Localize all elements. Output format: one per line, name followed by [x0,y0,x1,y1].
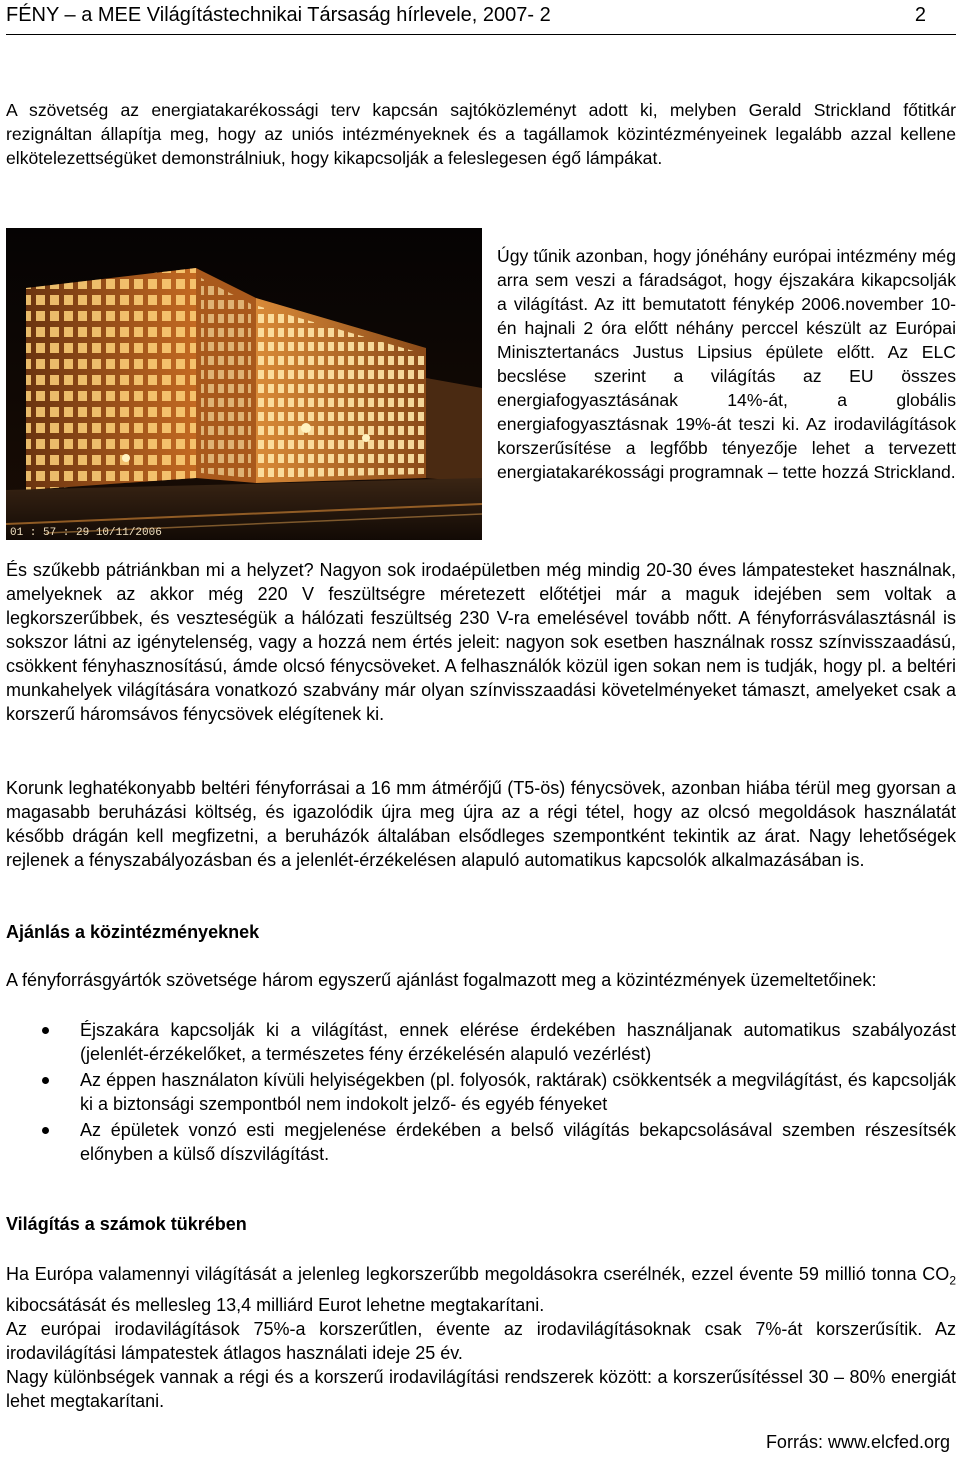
intro-paragraph: A szövetség az energiatakarékossági terv kapcsán sajtóközleményt adott ki, melyben Gerald Strickland főtitkár rezignáltan állapítja meg, hogy az uniós intézményeknek és a tagállamok közintézményeinek legalább azzal kellene elkötelezettségüket demonstrálniuk, hogy kikapcsolják a feleslegesen égő lámpákat. [6,100,956,168]
co2-subscript: 2 [949,1273,956,1288]
bullet-icon [42,1077,49,1084]
numbers-line-1-rest: kibocsátását és mellesleg 13,4 milliárd Eurot lehetne megtakarítani. [6,1294,545,1315]
body-paragraph-3: Korunk leghatékonyabb beltéri fényforrásai a 16 mm átmérőjű (T5-ös) fénycsövek, azonban hiába térül meg gyorsan a magasabb beruházási költség, és igazolódik újra meg újra az a régi tétel, hogy az olcsó megoldások használatát később drágán kell megfizetni, a beruházók általában elsődleges szempontként tekintik az árat. Nagy lehetőségek rejlenek a fényszabályozásban és a jelenlét-érzékelésen alapuló automatikus kapcsolók alkalmazásában is. [6,778,956,870]
list-item-text: Az épületek vonzó esti megjelenése érdekében a belső világítás bekapcsolásával szemben részesítsék előnyben a külső díszvilágítást. [80,1120,956,1164]
source-citation: Forrás: www.elcfed.org [765,1432,950,1452]
list-item-text: Az éppen használaton kívüli helyiségekben (pl. folyosók, raktárak) csökkentsék a megvilágítást, és kapcsolják ki a biztonsági szempontból nem indokolt jelző- és egyéb fényeket [80,1070,956,1114]
page-number: 2 [914,4,926,26]
photo-caption-paragraph: Úgy tűnik azonban, hogy jónéhány európai intézmény még arra sem veszi a fáradságot, hogy éjszakára kikapcsolják a világítást. Az itt bemutatott fénykép 2006.november 10-én hajnali 2 óra előtt néhány perccel készült az Európai Minisztertanács Justus Lipsius épülete előtt. Az ELC becslése szerint a világítás az EU összes energiafogyasztásának 14%-át, a globális energiafogyasztásnak 19%-át teszi ki. Az irodavilágítások korszerűsítése a legfőbb tényezője lehet a tervezett energiatakarékossági programnak – tette hozzá Strickland. [497,246,956,482]
body-paragraph-5 [6,1262,956,1413]
numbers-line-3: Nagy különbségek vannak a régi és a korszerű irodavilágítási rendszerek között: a korszerűsítéssel 30 – 80% energiát lehet megtakarítani. [6,1366,956,1411]
numbers-line-1-text: Ha Európa valamennyi világítását a jelenleg legkorszerűbb megoldásokra cserélnék, ezzel évente 59 millió tonna CO [6,1264,950,1284]
section-heading-recommendations: Ajánlás a közintézményeknek [6,922,260,942]
list-item [6,1068,956,1116]
numbers-line-1 [6,1262,956,1317]
newsletter-title: FÉNY – a MEE Világítástechnikai Társaság hírlevele, 2007- 2 [6,4,551,26]
bullet-icon [42,1027,49,1034]
list-item [6,1018,956,1066]
bullet-icon [42,1127,49,1134]
recommendation-list [6,1018,956,1168]
body-paragraph-2: És szűkebb pátriánkban mi a helyzet? Nagyon sok irodaépületben még mindig 20-30 éves lámpatesteket használnak, amelyeknek az akkor még 220 V feszültségre méretezett előtétjei már a maguk idejében sem voltak a legkorszerűbbek, és veszteségük a hálózati feszültség 230 V-ra emelésével tovább nőtt. A fényforrásválasztásnál is sokszor látni az igénytelenség, vagy a hozzá nem értés jeleit: nagyon sok esetben használnak rossz színvisszaadású, csökkent fényhasznosítású, ámde olcsó fénycsöveket. A felhasználók közül igen sokan nem is tudják, hogy pl. a beltéri munkahelyek világítására vonatkozó szabvány már olyan színvisszaadási követelményeket támaszt, amelyeket csak a korszerű háromsávos fénycsövek elégítenek ki. [6,560,956,724]
section-heading-numbers: Világítás a számok tükrében [6,1214,247,1234]
building-night-photo [6,228,482,540]
list-item-text: Éjszakára kapcsolják ki a világítást, ennek elérése érdekében használjanak automatikus szabályozást (jelenlét-érzékelőket, a természetes fény érzékelésén alapuló vezérlést) [80,1020,956,1064]
numbers-line-2: Az európai irodavilágítások 75%-a korszerűtlen, évente az irodavilágításoknak csak 7%-át korszerűsítik. Az irodavilágítási lámpatestek átlagos használati ideje 25 év. [6,1318,956,1363]
body-paragraph-4: A fényforrásgyártók szövetsége három egyszerű ajánlást fogalmazott meg a közintézmények üzemeltetőinek: [6,970,877,990]
list-item [6,1118,956,1166]
photo-timestamp: 01 : 57 : 29 10/11/2006 [10,527,162,539]
page-header [6,4,956,35]
